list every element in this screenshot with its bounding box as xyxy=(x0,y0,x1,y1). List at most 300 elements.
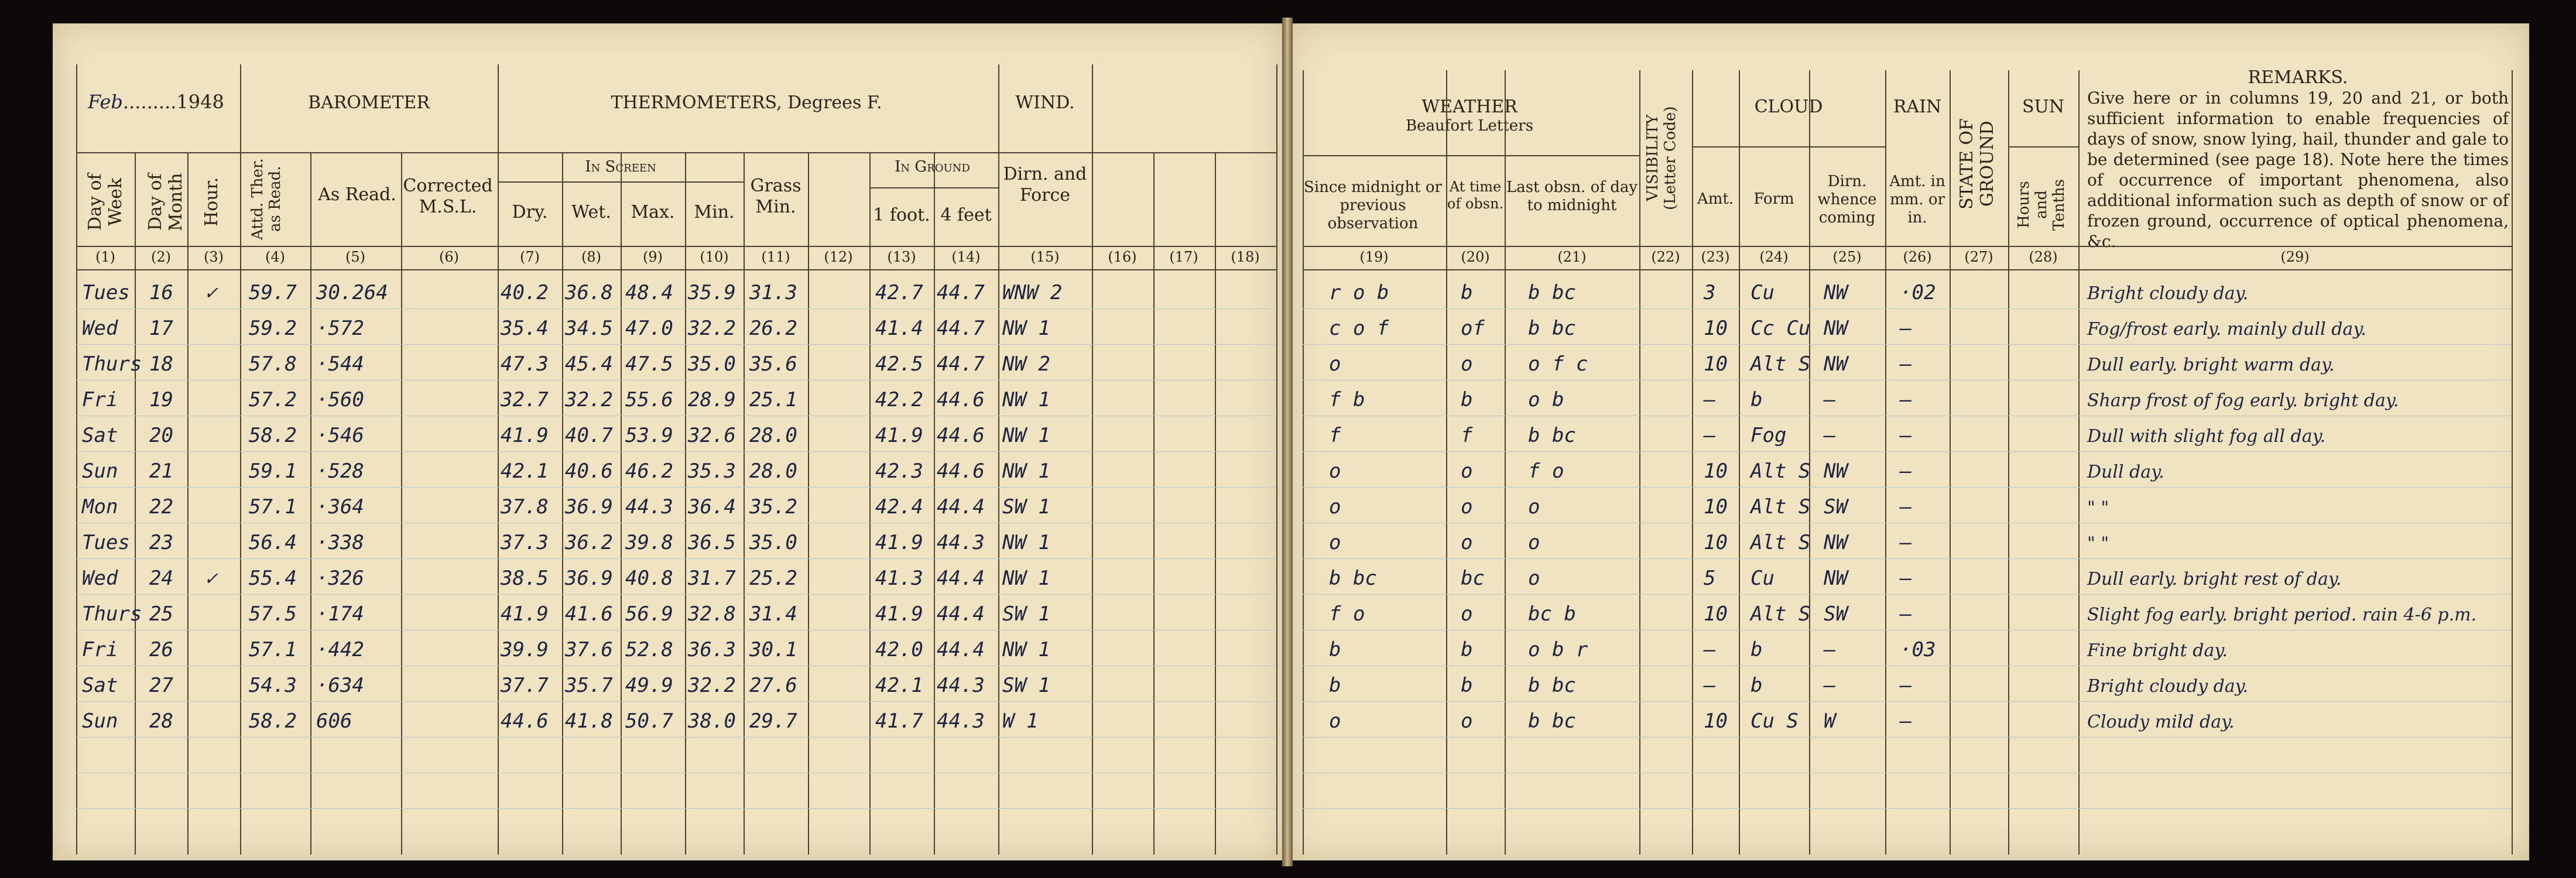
cloud-form-header: Form xyxy=(1753,190,1794,208)
left-dom-cell: 20 xyxy=(149,424,173,447)
left-dow-cell: Tues xyxy=(82,281,130,304)
ruled-line xyxy=(1303,701,2512,702)
day-of-week-header: Day of Week xyxy=(85,173,126,231)
left-dom-cell: 25 xyxy=(149,602,173,626)
remark-cell: Cloudy mild day. xyxy=(2087,712,2235,732)
right-rain-cell: – xyxy=(1900,388,1912,411)
right-last-cell: o xyxy=(1528,567,1540,590)
sun-hours-header: Hours and Tenths xyxy=(2015,179,2068,231)
right-at-cell: o xyxy=(1461,709,1473,733)
left-dry-cell: 32.7 xyxy=(501,388,549,411)
left-wind-cell: NW 1 xyxy=(1002,531,1050,554)
year: 1948 xyxy=(176,91,224,113)
left-f4-cell: 44.7 xyxy=(937,317,985,340)
wet-header: Wet. xyxy=(571,202,611,222)
corrected-msl-header: Corrected M.S.L. xyxy=(403,176,493,217)
right-amt-cell: – xyxy=(1704,674,1716,697)
right-amt-cell: 10 xyxy=(1704,709,1728,733)
left-grass-cell: 25.2 xyxy=(749,567,797,590)
left-read-cell: ·560 xyxy=(316,388,364,411)
left-wet-cell: 34.5 xyxy=(565,317,613,340)
column-rule xyxy=(498,152,499,855)
right-rain-cell: – xyxy=(1900,602,1912,626)
left-grass-cell: 31.4 xyxy=(749,602,797,626)
left-dry-cell: 35.4 xyxy=(501,317,549,340)
right-at-cell: o xyxy=(1461,495,1473,519)
left-f4-cell: 44.4 xyxy=(937,638,985,661)
right-dirn-cell: SW xyxy=(1824,602,1848,626)
left-dom-cell: 16 xyxy=(149,281,173,304)
beaufort-header: Beaufort Letters xyxy=(1406,117,1533,135)
right-at-cell: b xyxy=(1461,638,1473,661)
right-since-cell: c o f xyxy=(1329,317,1389,340)
right-amt-cell: 10 xyxy=(1704,317,1728,340)
right-rain-cell: – xyxy=(1900,317,1912,340)
ruled-line xyxy=(1303,737,2512,738)
left-max-cell: 47.5 xyxy=(625,352,673,376)
left-dom-cell: 17 xyxy=(149,317,173,340)
right-rain-cell: – xyxy=(1900,459,1912,483)
right-rain-cell: – xyxy=(1900,352,1912,376)
left-min-cell: 28.9 xyxy=(688,388,736,411)
left-f1-cell: 42.1 xyxy=(875,674,923,697)
column-number: (28) xyxy=(2029,249,2058,265)
right-at-cell: o xyxy=(1461,459,1473,483)
left-f4-cell: 44.3 xyxy=(937,674,985,697)
left-f1-cell: 42.0 xyxy=(875,638,923,661)
left-grass-cell: 35.2 xyxy=(749,495,797,519)
right-last-cell: o xyxy=(1528,495,1540,519)
right-amt-cell: 3 xyxy=(1704,281,1716,304)
right-last-cell: o b xyxy=(1528,388,1564,411)
left-wind-cell: NW 1 xyxy=(1002,638,1050,661)
right-form-cell: Cu S xyxy=(1751,709,1799,733)
left-attd-cell: 59.1 xyxy=(249,459,297,483)
left-wind-cell: SW 1 xyxy=(1002,495,1050,519)
column-number: (13) xyxy=(887,249,916,265)
book-spine xyxy=(1282,18,1293,866)
left-wind-cell: W 1 xyxy=(1002,709,1039,733)
right-at-cell: f xyxy=(1461,424,1473,447)
left-dry-cell: 44.6 xyxy=(501,709,549,733)
visibility-header: VISIBILITY (Letter Code) xyxy=(1644,106,1679,210)
right-dirn-cell: – xyxy=(1824,638,1836,661)
column-rule xyxy=(401,152,402,855)
right-last-cell: b bc xyxy=(1528,317,1576,340)
cloud-rule xyxy=(1692,146,1885,148)
hour-header: Hour. xyxy=(201,177,222,227)
column-number: (25) xyxy=(1832,249,1862,265)
left-f1-cell: 42.7 xyxy=(875,281,923,304)
right-rain-cell: – xyxy=(1900,674,1912,697)
right-form-cell: b xyxy=(1751,388,1763,411)
left-dow-cell: Thurs xyxy=(82,602,142,626)
at-time-header: At time of obsn. xyxy=(1447,179,1504,212)
left-dry-cell: 47.3 xyxy=(501,352,549,376)
left-grass-cell: 35.6 xyxy=(749,352,797,376)
attd-ther-header: Attd. Ther. as Read. xyxy=(249,158,284,240)
left-f4-cell: 44.6 xyxy=(937,424,985,447)
left-dry-cell: 37.3 xyxy=(501,531,549,554)
right-form-cell: Cu xyxy=(1751,567,1775,590)
left-f4-cell: 44.7 xyxy=(937,281,985,304)
column-number: (15) xyxy=(1030,249,1060,265)
left-wet-cell: 45.4 xyxy=(565,352,613,376)
left-read-cell: ·338 xyxy=(316,531,364,554)
right-amt-cell: 10 xyxy=(1704,352,1728,376)
right-at-cell: o xyxy=(1461,352,1473,376)
left-min-cell: 35.0 xyxy=(688,352,736,376)
right-since-cell: o xyxy=(1329,459,1341,483)
column-number: (9) xyxy=(643,249,663,265)
remark-cell: Bright cloudy day. xyxy=(2087,283,2249,304)
left-wind-cell: NW 1 xyxy=(1002,388,1050,411)
left-dow-cell: Fri xyxy=(82,388,118,411)
right-dirn-cell: – xyxy=(1824,424,1836,447)
cloud-amt-header: Amt. xyxy=(1697,190,1734,208)
left-read-cell: ·326 xyxy=(316,567,364,590)
left-read-cell: ·364 xyxy=(316,495,364,519)
ruled-line xyxy=(1303,594,2512,595)
left-read-cell: ·174 xyxy=(316,602,364,626)
left-dom-cell: 26 xyxy=(149,638,173,661)
column-rule xyxy=(76,64,77,855)
left-attd-cell: 58.2 xyxy=(249,709,297,733)
left-min-cell: 31.7 xyxy=(688,567,736,590)
column-number: (29) xyxy=(2280,249,2310,265)
right-last-cell: b bc xyxy=(1528,709,1576,733)
column-number: (3) xyxy=(204,249,224,265)
right-since-cell: r o b xyxy=(1329,281,1389,304)
remark-cell: Dull with slight fog all day. xyxy=(2087,426,2326,447)
ruled-line xyxy=(1303,808,2512,809)
weather-rule xyxy=(1303,155,1639,156)
left-dow-cell: Wed xyxy=(82,567,118,590)
barometer-group-header: BAROMETER xyxy=(307,92,430,113)
column-rule xyxy=(744,152,745,855)
group-rule xyxy=(498,64,499,158)
right-at-cell: b xyxy=(1461,281,1473,304)
right-rain-cell: ·03 xyxy=(1900,638,1936,661)
left-read-cell: ·572 xyxy=(316,317,364,340)
column-number: (22) xyxy=(1651,249,1680,265)
grass-min-header: Grass Min. xyxy=(750,176,801,217)
right-last-cell: o b r xyxy=(1528,638,1588,661)
left-f1-cell: 42.4 xyxy=(875,495,923,519)
column-rule xyxy=(2512,70,2513,855)
month-year: Feb.........1948 xyxy=(88,91,224,113)
left-wind-cell: NW 1 xyxy=(1002,317,1050,340)
left-attd-cell: 57.8 xyxy=(249,352,297,376)
four-feet-header: 4 feet xyxy=(940,205,992,225)
left-attd-cell: 57.1 xyxy=(249,495,297,519)
left-dry-cell: 38.5 xyxy=(501,567,549,590)
column-number: (6) xyxy=(439,249,459,265)
month-handwritten: Feb xyxy=(88,91,123,113)
left-dom-cell: 23 xyxy=(149,531,173,554)
group-rule xyxy=(240,64,241,158)
column-number: (20) xyxy=(1461,249,1490,265)
left-wet-cell: 35.7 xyxy=(565,674,613,697)
left-f4-cell: 44.4 xyxy=(937,602,985,626)
left-dow-cell: Sat xyxy=(82,424,118,447)
left-read-cell: 30.264 xyxy=(316,281,388,304)
ruled-line xyxy=(76,737,1276,738)
max-header: Max. xyxy=(631,202,675,222)
left-min-cell: 35.9 xyxy=(688,281,736,304)
right-last-cell: o f c xyxy=(1528,352,1588,376)
in-screen-rule xyxy=(498,181,744,183)
ruled-line xyxy=(76,558,1276,559)
column-rule xyxy=(621,152,622,855)
column-number-rule xyxy=(1303,269,2512,270)
left-hour-cell: ✓ xyxy=(205,567,217,590)
remark-cell: Sharp frost of fog early. bright day. xyxy=(2087,390,2399,411)
remark-cell: " " xyxy=(2087,533,2109,554)
column-number: (11) xyxy=(761,249,790,265)
column-number: (8) xyxy=(581,249,601,265)
right-form-cell: Alt S xyxy=(1751,459,1811,483)
left-attd-cell: 57.5 xyxy=(249,602,297,626)
right-at-cell: o xyxy=(1461,602,1473,626)
right-since-cell: f b xyxy=(1329,388,1365,411)
left-dom-cell: 24 xyxy=(149,567,173,590)
left-f1-cell: 41.7 xyxy=(875,709,923,733)
left-max-cell: 44.3 xyxy=(625,495,673,519)
left-min-cell: 35.3 xyxy=(688,459,736,483)
left-f4-cell: 44.6 xyxy=(937,388,985,411)
column-number: (19) xyxy=(1359,249,1389,265)
column-number: (18) xyxy=(1231,249,1260,265)
column-rule xyxy=(869,152,871,855)
ruled-line xyxy=(76,701,1276,702)
column-number: (21) xyxy=(1557,249,1587,265)
right-form-cell: Cu xyxy=(1751,281,1775,304)
weather-header: WEATHER xyxy=(1421,97,1517,117)
left-f4-cell: 44.3 xyxy=(937,709,985,733)
left-dow-cell: Sun xyxy=(82,709,118,733)
ruled-line xyxy=(76,594,1276,595)
column-rule xyxy=(1153,152,1155,855)
left-wet-cell: 36.9 xyxy=(565,567,613,590)
right-since-cell: o xyxy=(1329,709,1341,733)
wind-group-header: WIND. xyxy=(1015,92,1075,113)
in-ground-rule xyxy=(869,187,998,188)
column-rule xyxy=(187,152,189,855)
left-dry-cell: 41.9 xyxy=(501,602,549,626)
thermometers-group-header: THERMOMETERS, Degrees F. xyxy=(611,92,882,113)
left-f1-cell: 41.9 xyxy=(875,531,923,554)
left-attd-cell: 57.1 xyxy=(249,638,297,661)
column-number: (4) xyxy=(265,249,285,265)
left-wind-cell: NW 2 xyxy=(1002,352,1050,376)
rain-amt-header: Amt. in mm. or in. xyxy=(1889,173,1945,227)
right-rain-cell: – xyxy=(1900,424,1912,447)
column-rule xyxy=(240,152,241,855)
left-wind-cell: NW 1 xyxy=(1002,459,1050,483)
left-dow-cell: Sat xyxy=(82,674,118,697)
left-read-cell: ·634 xyxy=(316,674,364,697)
right-last-cell: bc b xyxy=(1528,602,1576,626)
header-bottom-rule xyxy=(76,246,1276,247)
right-rain-cell: ·02 xyxy=(1900,281,1936,304)
left-attd-cell: 59.7 xyxy=(249,281,297,304)
left-read-cell: ·546 xyxy=(316,424,364,447)
ruled-line xyxy=(1303,558,2512,559)
left-f4-cell: 44.4 xyxy=(937,567,985,590)
left-hour-cell: ✓ xyxy=(205,281,217,304)
right-amt-cell: 10 xyxy=(1704,459,1728,483)
left-dow-cell: Tues xyxy=(82,531,130,554)
right-since-cell: o xyxy=(1329,531,1341,554)
left-wet-cell: 41.6 xyxy=(565,602,613,626)
left-max-cell: 49.9 xyxy=(625,674,673,697)
left-wet-cell: 40.7 xyxy=(565,424,613,447)
remarks-note: Give here or in columns 19, 20 and 21, or both sufficient information to enable frequencies of days of snow, snow lying, hail, thunder and gale to be determined (see page 18). Note here the times of occurrence of important phenomena, also additional information such as depth of snow or of frozen ground, occurrence of optical phenomena, &c. xyxy=(2087,88,2509,251)
column-number: (26) xyxy=(1903,249,1932,265)
column-number: (2) xyxy=(151,249,171,265)
left-attd-cell: 59.2 xyxy=(249,317,297,340)
left-wind-cell: WNW 2 xyxy=(1002,281,1063,304)
in-ground-header: In Ground xyxy=(895,158,970,176)
header-rule xyxy=(76,152,1276,153)
remark-cell: Dull day. xyxy=(2087,462,2164,482)
left-attd-cell: 54.3 xyxy=(249,674,297,697)
left-min-cell: 36.3 xyxy=(688,638,736,661)
column-number: (12) xyxy=(824,249,853,265)
column-rule xyxy=(135,152,136,855)
right-since-cell: o xyxy=(1329,495,1341,519)
right-amt-cell: 10 xyxy=(1704,602,1728,626)
left-min-cell: 32.6 xyxy=(688,424,736,447)
left-wet-cell: 36.2 xyxy=(565,531,613,554)
right-since-cell: b xyxy=(1329,674,1341,697)
left-min-cell: 38.0 xyxy=(688,709,736,733)
state-ground-header: STATE OF GROUND xyxy=(1957,118,1998,210)
column-rule xyxy=(1092,152,1093,855)
remark-cell: Dull early. bright warm day. xyxy=(2087,355,2335,375)
left-max-cell: 53.9 xyxy=(625,424,673,447)
remark-cell: Fog/frost early. mainly dull day. xyxy=(2087,319,2366,339)
left-dry-cell: 37.7 xyxy=(501,674,549,697)
left-wet-cell: 36.8 xyxy=(565,281,613,304)
left-max-cell: 50.7 xyxy=(625,709,673,733)
right-form-cell: b xyxy=(1751,638,1763,661)
left-dom-cell: 22 xyxy=(149,495,173,519)
left-f1-cell: 41.9 xyxy=(875,424,923,447)
right-dirn-cell: NW xyxy=(1824,317,1848,340)
left-max-cell: 47.0 xyxy=(625,317,673,340)
right-form-cell: Alt S xyxy=(1751,352,1811,376)
right-amt-cell: – xyxy=(1704,424,1716,447)
left-grass-cell: 31.3 xyxy=(749,281,797,304)
column-rule xyxy=(1276,64,1277,855)
dry-header: Dry. xyxy=(512,202,548,222)
right-at-cell: o xyxy=(1461,531,1473,554)
left-min-cell: 36.5 xyxy=(688,531,736,554)
remark-cell: Fine bright day. xyxy=(2087,640,2228,661)
right-form-cell: Fog xyxy=(1751,424,1787,447)
since-midnight-header: Since midnight or previous observation xyxy=(1304,179,1442,233)
in-screen-header: In Screen xyxy=(585,158,656,176)
remark-cell: Slight fog early. bright period. rain 4-6 p.m. xyxy=(2087,605,2477,625)
column-rule xyxy=(808,152,809,855)
right-dirn-cell: NW xyxy=(1824,281,1848,304)
left-grass-cell: 30.1 xyxy=(749,638,797,661)
group-rule xyxy=(1092,64,1093,158)
left-dow-cell: Mon xyxy=(82,495,118,519)
cloud-dirn-header: Dirn. whence coming xyxy=(1817,173,1877,227)
left-attd-cell: 55.4 xyxy=(249,567,297,590)
left-max-cell: 46.2 xyxy=(625,459,673,483)
right-dirn-cell: – xyxy=(1824,674,1836,697)
left-f1-cell: 41.4 xyxy=(875,317,923,340)
left-wind-cell: NW 1 xyxy=(1002,567,1050,590)
ruled-line xyxy=(1303,308,2512,309)
right-since-cell: f o xyxy=(1329,602,1365,626)
left-dom-cell: 19 xyxy=(149,388,173,411)
left-read-cell: ·442 xyxy=(316,638,364,661)
column-number: (27) xyxy=(1964,249,1993,265)
column-number: (16) xyxy=(1108,249,1137,265)
left-max-cell: 48.4 xyxy=(625,281,673,304)
right-form-cell: Alt S xyxy=(1751,602,1811,626)
ruled-line xyxy=(1303,451,2512,452)
left-wet-cell: 40.6 xyxy=(565,459,613,483)
right-rain-cell: – xyxy=(1900,495,1912,519)
left-dom-cell: 21 xyxy=(149,459,173,483)
left-attd-cell: 58.2 xyxy=(249,424,297,447)
left-grass-cell: 27.6 xyxy=(749,674,797,697)
column-number: (23) xyxy=(1701,249,1730,265)
left-dom-cell: 28 xyxy=(149,709,173,733)
left-dry-cell: 40.2 xyxy=(501,281,549,304)
right-rain-cell: – xyxy=(1900,567,1912,590)
right-last-cell: b bc xyxy=(1528,281,1576,304)
day-of-month-header: Day of Month xyxy=(145,173,186,231)
ruled-line xyxy=(76,308,1276,309)
left-wet-cell: 37.6 xyxy=(565,638,613,661)
left-max-cell: 52.8 xyxy=(625,638,673,661)
left-max-cell: 55.6 xyxy=(625,388,673,411)
left-f1-cell: 42.3 xyxy=(875,459,923,483)
column-rule xyxy=(998,152,999,855)
left-dry-cell: 41.9 xyxy=(501,424,549,447)
left-grass-cell: 26.2 xyxy=(749,317,797,340)
right-dirn-cell: NW xyxy=(1824,531,1848,554)
left-wet-cell: 36.9 xyxy=(565,495,613,519)
right-last-cell: b bc xyxy=(1528,674,1576,697)
ruled-line xyxy=(76,451,1276,452)
left-dry-cell: 37.8 xyxy=(501,495,549,519)
left-grass-cell: 28.0 xyxy=(749,424,797,447)
left-f4-cell: 44.6 xyxy=(937,459,985,483)
column-number: (14) xyxy=(951,249,981,265)
sun-header: SUN xyxy=(2022,97,2065,117)
right-dirn-cell: NW xyxy=(1824,459,1848,483)
left-f4-cell: 44.4 xyxy=(937,495,985,519)
left-f1-cell: 41.3 xyxy=(875,567,923,590)
left-dry-cell: 42.1 xyxy=(501,459,549,483)
left-wet-cell: 32.2 xyxy=(565,388,613,411)
remarks-header: REMARKS. xyxy=(2248,67,2348,88)
right-rain-cell: – xyxy=(1900,709,1912,733)
ruled-line xyxy=(76,487,1276,488)
remark-cell: Dull early. bright rest of day. xyxy=(2087,569,2342,589)
left-dow-cell: Fri xyxy=(82,638,118,661)
column-number: (5) xyxy=(345,249,365,265)
sun-rule xyxy=(2008,146,2078,148)
